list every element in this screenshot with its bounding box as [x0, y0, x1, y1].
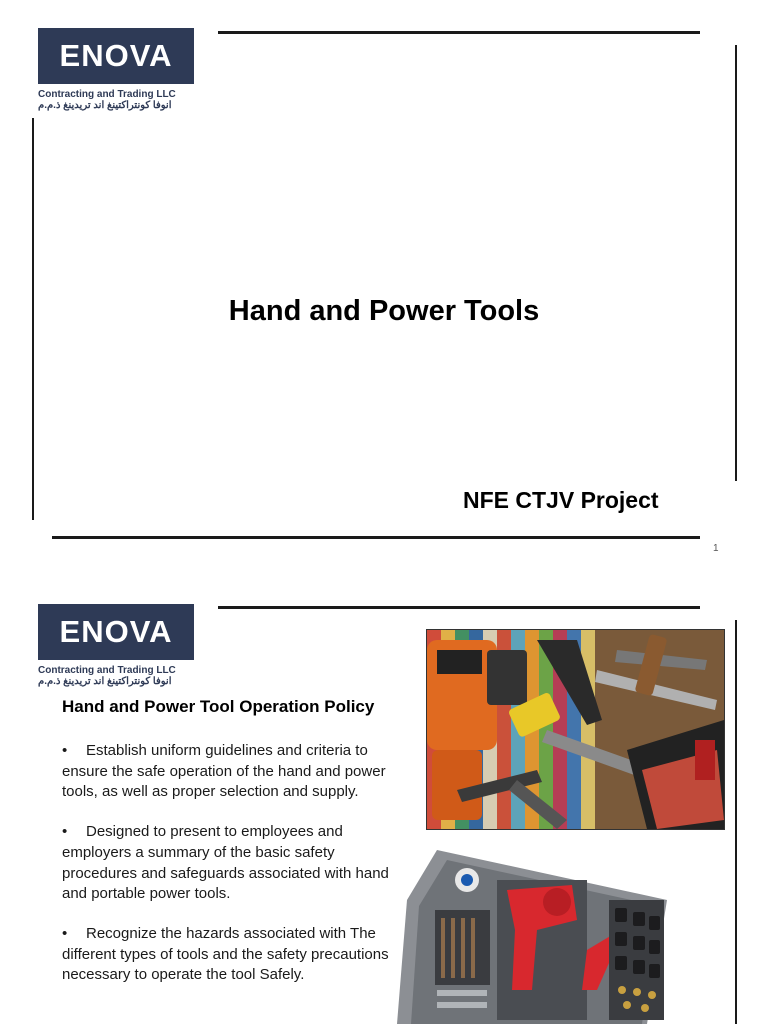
- logo-tagline-ar: انوفا كونتراكتينغ اند تريدينغ ذ.م.م: [38, 676, 172, 687]
- bullet-item: [62, 822, 402, 905]
- enova-logo: [38, 604, 194, 687]
- bullet-text: Recognize the hazards associated with The different types of tools and the safety precautions necessary to operate the tool Safely.: [62, 924, 389, 984]
- bullet-marker: •: [62, 823, 68, 841]
- tools-photo: [426, 629, 725, 830]
- bullet-text: Designed to present to employees and employers a summary of the basic safety procedures and safeguards associated with hand and portable power tools.: [62, 823, 389, 903]
- tools-photo-image: [427, 630, 724, 829]
- air-tool-kit-image: [397, 840, 682, 1024]
- logo-tagline-en: Contracting and Trading LLC: [38, 665, 176, 676]
- slide-title: Hand and Power Tools: [228, 295, 540, 327]
- air-tool-kit-photo: [397, 840, 682, 1024]
- policy-slide: [0, 590, 768, 1024]
- logo-wordmark: ENOVA: [38, 28, 194, 84]
- top-border-line: [218, 606, 700, 609]
- bullet-list: [62, 741, 402, 1005]
- logo-tagline-en: Contracting and Trading LLC: [38, 89, 176, 100]
- slide-subtitle: NFE CTJV Project: [463, 487, 659, 513]
- bullet-item: [62, 924, 402, 986]
- bullet-item: [62, 741, 402, 803]
- enova-logo: [38, 28, 194, 111]
- bullet-marker: •: [62, 924, 68, 942]
- top-border-line: [218, 31, 700, 34]
- page-number: 1: [713, 543, 719, 554]
- bottom-border-line: [52, 536, 700, 539]
- bullet-text: Establish uniform guidelines and criteria to ensure the safe operation of the hand and power tools, as well as proper selection and supply.: [62, 742, 386, 801]
- bullet-marker: •: [62, 742, 68, 759]
- right-border-line: [735, 620, 737, 1024]
- logo-tagline-ar: انوفا كونتراكتينغ اند تريدينغ ذ.م.م: [38, 100, 172, 111]
- right-border-line: [735, 45, 737, 481]
- policy-heading: Hand and Power Tool Operation Policy: [62, 697, 375, 716]
- logo-wordmark: ENOVA: [38, 604, 194, 660]
